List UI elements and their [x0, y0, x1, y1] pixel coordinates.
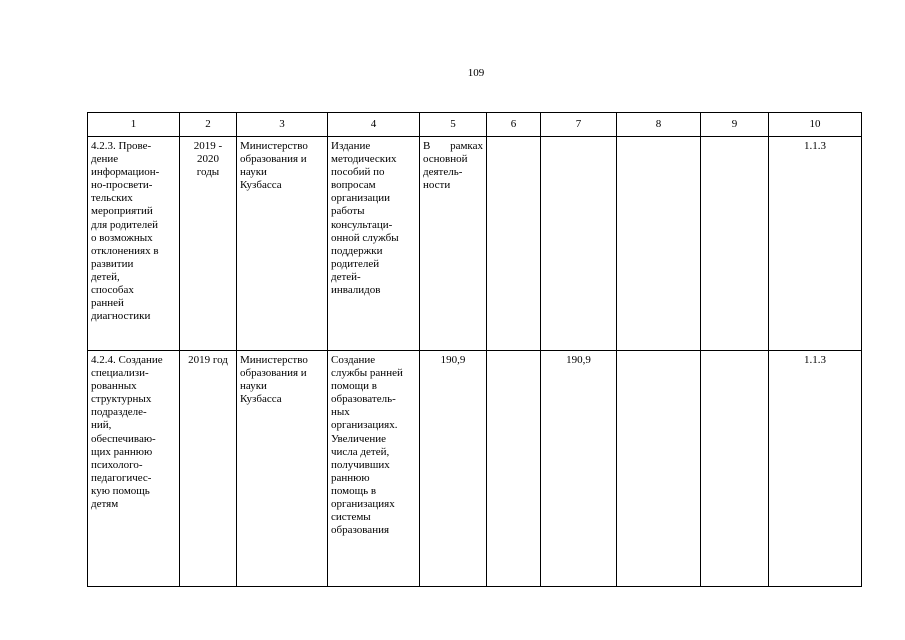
value-cell-8 — [617, 351, 701, 587]
funding-text-line1: В рамках — [423, 140, 483, 152]
header-cell-10: 10 — [769, 113, 862, 137]
header-cell-2: 2 — [180, 113, 237, 137]
value-cell-9 — [701, 137, 769, 351]
value-cell-6 — [487, 351, 541, 587]
result-text: Издание методических пособий по вопросам организации работы консультаци- онной службы поддержки родителей детей- инвалидов — [331, 140, 399, 297]
funding-cell: 190,9 — [420, 351, 487, 587]
value-cell-8 — [617, 137, 701, 351]
result-text: Создание службы ранней помощи в образователь- ных организациях. Увеличение числа детей, получивших раннюю помощь в организациях системы образования — [331, 354, 403, 537]
measure-text: 4.2.4. Создание специализи- рованных структурных подразделе- ний, обеспечиваю- щих раннюю психолого- педагогичес- кую помощь детям — [91, 354, 163, 511]
measure-cell — [88, 351, 180, 587]
executor-text: Министерство образования и науки Кузбасса — [240, 140, 308, 192]
result-cell — [328, 137, 420, 351]
measure-text: 4.2.3. Прове- дение информацион- но-просвети- тельских мероприятий для родителей о возможных отклонениях в развитии детей, способах ранней диагностики — [91, 140, 160, 323]
period-cell — [180, 351, 237, 587]
header-cell-1: 1 — [88, 113, 180, 137]
value-cell-9 — [701, 351, 769, 587]
value-cell-7: 190,9 — [541, 351, 617, 587]
header-row — [88, 113, 862, 137]
measure-cell — [88, 137, 180, 351]
period-text: 2019 - 2020 годы — [193, 140, 223, 179]
executor-text: Министерство образования и науки Кузбасса — [240, 354, 308, 406]
header-cell-7: 7 — [541, 113, 617, 137]
header-cell-6: 6 — [487, 113, 541, 137]
data-table — [87, 112, 862, 587]
page-number: 109 — [467, 67, 485, 79]
table-row — [88, 351, 862, 587]
value-cell-7 — [541, 137, 617, 351]
period-cell — [180, 137, 237, 351]
result-cell — [328, 351, 420, 587]
funding-cell — [420, 137, 487, 351]
header-cell-9: 9 — [701, 113, 769, 137]
executor-cell — [237, 137, 328, 351]
period-text: 2019 год — [188, 354, 228, 366]
executor-cell — [237, 351, 328, 587]
funding-text-rest: основной деятель- ности — [423, 153, 468, 192]
header-cell-8: 8 — [617, 113, 701, 137]
table-row — [88, 137, 862, 351]
indicator-cell: 1.1.3 — [769, 351, 862, 587]
header-cell-3: 3 — [237, 113, 328, 137]
header-cell-4: 4 — [328, 113, 420, 137]
value-cell-6 — [487, 137, 541, 351]
header-cell-5: 5 — [420, 113, 487, 137]
indicator-cell: 1.1.3 — [769, 137, 862, 351]
